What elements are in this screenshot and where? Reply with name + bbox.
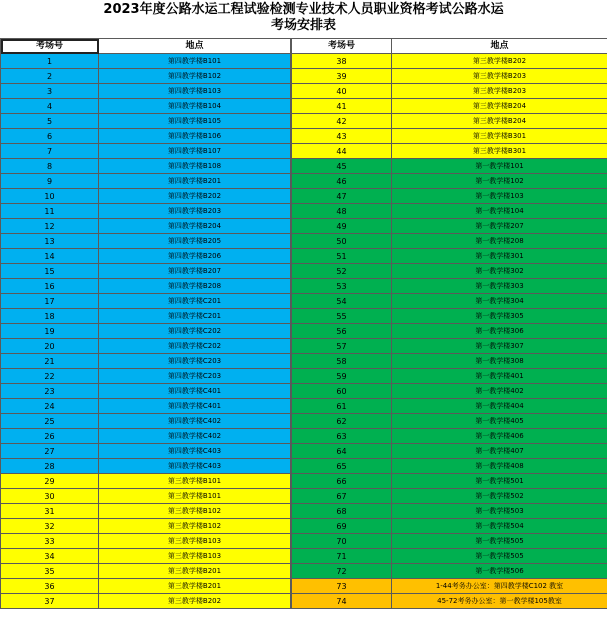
table-row — [1, 129, 291, 144]
room-number-cell[interactable]: 16 — [1, 279, 99, 294]
table-row — [1, 234, 291, 249]
location-cell[interactable]: 第一教学楼102 — [392, 174, 607, 189]
room-number-cell[interactable]: 4 — [1, 99, 99, 114]
location-cell[interactable]: 第一教学楼405 — [392, 414, 607, 429]
room-number-cell[interactable]: 68 — [292, 504, 392, 519]
room-number-cell[interactable]: 59 — [292, 369, 392, 384]
table-row — [1, 54, 291, 69]
room-number-cell[interactable]: 31 — [1, 504, 99, 519]
table-row — [1, 369, 291, 384]
location-cell[interactable]: 第四教学楼B106 — [99, 129, 291, 144]
location-cell[interactable]: 第一教学楼308 — [392, 354, 607, 369]
room-number-cell[interactable]: 44 — [292, 144, 392, 159]
location-cell[interactable]: 第四教学楼B104 — [99, 99, 291, 114]
table-row — [292, 114, 607, 129]
location-cell[interactable]: 第一教学楼506 — [392, 564, 607, 579]
location-cell[interactable]: 第一教学楼505 — [392, 549, 607, 564]
location-cell[interactable]: 第一教学楼104 — [392, 204, 607, 219]
table-row — [292, 249, 607, 264]
room-number-cell[interactable]: 46 — [292, 174, 392, 189]
location-cell[interactable]: 第四教学楼C201 — [99, 294, 291, 309]
room-number-cell[interactable]: 29 — [1, 474, 99, 489]
table-row — [1, 189, 291, 204]
location-cell[interactable]: 第四教学楼C201 — [99, 309, 291, 324]
room-number-cell[interactable]: 54 — [292, 294, 392, 309]
table-row — [292, 579, 607, 594]
table-row — [1, 174, 291, 189]
right-schedule-table — [291, 38, 607, 609]
header-room-cell[interactable]: 考场号 — [1, 39, 99, 54]
room-number-cell[interactable]: 38 — [292, 54, 392, 69]
table-row — [292, 279, 607, 294]
table-row — [292, 369, 607, 384]
room-number-cell[interactable]: 9 — [1, 174, 99, 189]
table-row — [1, 264, 291, 279]
location-cell[interactable]: 第一教学楼402 — [392, 384, 607, 399]
location-cell[interactable]: 第一教学楼307 — [392, 339, 607, 354]
location-cell[interactable]: 第一教学楼404 — [392, 399, 607, 414]
table-row — [292, 309, 607, 324]
table-row — [292, 129, 607, 144]
table-row — [1, 249, 291, 264]
room-number-cell[interactable]: 40 — [292, 84, 392, 99]
location-cell[interactable]: 第三教学楼B103 — [99, 549, 291, 564]
table-row — [292, 459, 607, 474]
table-row — [1, 564, 291, 579]
room-number-cell[interactable]: 25 — [1, 414, 99, 429]
location-cell[interactable]: 第三教学楼B301 — [392, 144, 607, 159]
table-row — [1, 204, 291, 219]
room-number-cell[interactable]: 17 — [1, 294, 99, 309]
table-row — [1, 309, 291, 324]
table-row — [292, 234, 607, 249]
table-row — [292, 324, 607, 339]
table-row — [1, 279, 291, 294]
location-cell[interactable]: 第三教学楼B101 — [99, 489, 291, 504]
table-row — [292, 219, 607, 234]
location-cell[interactable]: 第一教学楼101 — [392, 159, 607, 174]
header-row — [1, 39, 291, 54]
table-row — [1, 339, 291, 354]
location-cell[interactable]: 第四教学楼B101 — [99, 54, 291, 69]
location-cell[interactable]: 第四教学楼B108 — [99, 159, 291, 174]
location-cell[interactable]: 第四教学楼B105 — [99, 114, 291, 129]
room-number-cell[interactable]: 37 — [1, 594, 99, 609]
room-number-cell[interactable]: 49 — [292, 219, 392, 234]
location-cell[interactable]: 第四教学楼B103 — [99, 84, 291, 99]
table-row — [292, 564, 607, 579]
location-cell[interactable]: 第三教学楼B202 — [99, 594, 291, 609]
room-number-cell[interactable]: 41 — [292, 99, 392, 114]
room-number-cell[interactable]: 34 — [1, 549, 99, 564]
table-row — [1, 384, 291, 399]
room-number-cell[interactable]: 71 — [292, 549, 392, 564]
location-cell[interactable]: 第三教学楼B201 — [99, 564, 291, 579]
table-row — [292, 174, 607, 189]
location-cell[interactable]: 45-72考务办公室：第一教学楼105教室 — [392, 594, 607, 609]
location-cell[interactable]: 第三教学楼B102 — [99, 504, 291, 519]
room-number-cell[interactable]: 39 — [292, 69, 392, 84]
location-cell[interactable]: 第三教学楼B201 — [99, 579, 291, 594]
room-number-cell[interactable]: 22 — [1, 369, 99, 384]
right-table-body — [292, 54, 607, 609]
location-cell[interactable]: 第四教学楼C403 — [99, 444, 291, 459]
room-number-cell[interactable]: 2 — [1, 69, 99, 84]
room-number-cell[interactable]: 47 — [292, 189, 392, 204]
table-row — [292, 444, 607, 459]
table-row — [292, 384, 607, 399]
table-row — [1, 534, 291, 549]
location-cell[interactable]: 第一教学楼406 — [392, 429, 607, 444]
table-row — [1, 594, 291, 609]
table-row — [1, 444, 291, 459]
room-number-cell[interactable]: 33 — [1, 534, 99, 549]
table-row — [292, 189, 607, 204]
table-row — [1, 474, 291, 489]
table-row — [292, 429, 607, 444]
room-number-cell[interactable]: 62 — [292, 414, 392, 429]
room-number-cell[interactable]: 58 — [292, 354, 392, 369]
table-row — [1, 99, 291, 114]
table-row — [1, 69, 291, 84]
location-cell[interactable]: 第一教学楼207 — [392, 219, 607, 234]
location-cell[interactable]: 第一教学楼103 — [392, 189, 607, 204]
table-row — [292, 99, 607, 114]
location-cell[interactable]: 第一教学楼503 — [392, 504, 607, 519]
room-number-cell[interactable]: 60 — [292, 384, 392, 399]
room-number-cell[interactable]: 5 — [1, 114, 99, 129]
table-row — [292, 204, 607, 219]
room-number-cell[interactable]: 36 — [1, 579, 99, 594]
table-row — [292, 54, 607, 69]
table-row — [292, 294, 607, 309]
room-number-cell[interactable]: 64 — [292, 444, 392, 459]
location-cell[interactable]: 第三教学楼B101 — [99, 474, 291, 489]
left-table-body — [1, 54, 291, 609]
room-number-cell[interactable]: 74 — [292, 594, 392, 609]
room-number-cell[interactable]: 63 — [292, 429, 392, 444]
header-row — [292, 39, 607, 54]
room-number-cell[interactable]: 67 — [292, 489, 392, 504]
table-row — [1, 84, 291, 99]
location-cell[interactable]: 第四教学楼C401 — [99, 399, 291, 414]
table-row — [1, 414, 291, 429]
header-room-cell[interactable]: 考场号 — [292, 39, 392, 54]
room-number-cell[interactable]: 55 — [292, 309, 392, 324]
table-row — [292, 489, 607, 504]
room-number-cell[interactable]: 61 — [292, 399, 392, 414]
room-number-cell[interactable]: 1 — [1, 54, 99, 69]
room-number-cell[interactable]: 28 — [1, 459, 99, 474]
room-number-cell[interactable]: 32 — [1, 519, 99, 534]
location-cell[interactable]: 第四教学楼C401 — [99, 384, 291, 399]
room-number-cell[interactable]: 10 — [1, 189, 99, 204]
location-cell[interactable]: 第一教学楼407 — [392, 444, 607, 459]
location-cell[interactable]: 第一教学楼501 — [392, 474, 607, 489]
table-row — [1, 429, 291, 444]
room-number-cell[interactable]: 65 — [292, 459, 392, 474]
room-number-cell[interactable]: 66 — [292, 474, 392, 489]
table-row — [1, 489, 291, 504]
table-row — [292, 474, 607, 489]
table-row — [292, 594, 607, 609]
location-cell[interactable]: 1-44考务办公室：第四教学楼C102 教室 — [392, 579, 607, 594]
room-number-cell[interactable]: 27 — [1, 444, 99, 459]
table-row — [1, 219, 291, 234]
table-row — [1, 144, 291, 159]
table-row — [1, 519, 291, 534]
room-number-cell[interactable]: 18 — [1, 309, 99, 324]
room-number-cell[interactable]: 42 — [292, 114, 392, 129]
table-row — [292, 84, 607, 99]
table-row — [292, 159, 607, 174]
room-number-cell[interactable]: 45 — [292, 159, 392, 174]
location-cell[interactable]: 第四教学楼B205 — [99, 234, 291, 249]
location-cell[interactable]: 第一教学楼304 — [392, 294, 607, 309]
location-cell[interactable]: 第三教学楼B103 — [99, 534, 291, 549]
room-number-cell[interactable]: 51 — [292, 249, 392, 264]
room-number-cell[interactable]: 72 — [292, 564, 392, 579]
location-cell[interactable]: 第三教学楼B102 — [99, 519, 291, 534]
room-number-cell[interactable]: 26 — [1, 429, 99, 444]
location-cell[interactable]: 第四教学楼C203 — [99, 369, 291, 384]
location-cell[interactable]: 第一教学楼505 — [392, 534, 607, 549]
table-row — [1, 399, 291, 414]
room-number-cell[interactable]: 53 — [292, 279, 392, 294]
room-number-cell[interactable]: 15 — [1, 264, 99, 279]
table-row — [292, 69, 607, 84]
room-number-cell[interactable]: 52 — [292, 264, 392, 279]
room-number-cell[interactable]: 3 — [1, 84, 99, 99]
location-cell[interactable]: 第四教学楼B201 — [99, 174, 291, 189]
room-number-cell[interactable]: 11 — [1, 204, 99, 219]
room-number-cell[interactable]: 23 — [1, 384, 99, 399]
table-row — [1, 354, 291, 369]
location-cell[interactable]: 第一教学楼408 — [392, 459, 607, 474]
location-cell[interactable]: 第一教学楼502 — [392, 489, 607, 504]
table-row — [292, 144, 607, 159]
room-number-cell[interactable]: 20 — [1, 339, 99, 354]
room-number-cell[interactable]: 48 — [292, 204, 392, 219]
room-number-cell[interactable]: 56 — [292, 324, 392, 339]
room-number-cell[interactable]: 43 — [292, 129, 392, 144]
location-cell[interactable]: 第三教学楼B301 — [392, 129, 607, 144]
location-cell[interactable]: 第一教学楼302 — [392, 264, 607, 279]
room-number-cell[interactable]: 57 — [292, 339, 392, 354]
room-number-cell[interactable]: 14 — [1, 249, 99, 264]
table-row — [1, 579, 291, 594]
location-cell[interactable]: 第四教学楼B208 — [99, 279, 291, 294]
room-number-cell[interactable]: 8 — [1, 159, 99, 174]
room-number-cell[interactable]: 69 — [292, 519, 392, 534]
room-number-cell[interactable]: 7 — [1, 144, 99, 159]
table-row — [292, 534, 607, 549]
location-cell[interactable]: 第四教学楼B206 — [99, 249, 291, 264]
table-row — [292, 399, 607, 414]
room-number-cell[interactable]: 21 — [1, 354, 99, 369]
location-cell[interactable]: 第四教学楼C403 — [99, 459, 291, 474]
location-cell[interactable]: 第一教学楼504 — [392, 519, 607, 534]
table-row — [292, 414, 607, 429]
room-number-cell[interactable]: 70 — [292, 534, 392, 549]
room-number-cell[interactable]: 13 — [1, 234, 99, 249]
table-row — [292, 264, 607, 279]
room-number-cell[interactable]: 12 — [1, 219, 99, 234]
table-row — [1, 459, 291, 474]
table-row — [1, 159, 291, 174]
header-location-cell[interactable]: 地点 — [392, 39, 607, 54]
left-schedule-table — [0, 38, 291, 609]
location-cell[interactable]: 第一教学楼306 — [392, 324, 607, 339]
location-cell[interactable]: 第四教学楼B102 — [99, 69, 291, 84]
location-cell[interactable]: 第三教学楼B203 — [392, 84, 607, 99]
room-number-cell[interactable]: 24 — [1, 399, 99, 414]
table-row — [1, 114, 291, 129]
room-number-cell[interactable]: 73 — [292, 579, 392, 594]
table-row — [1, 504, 291, 519]
sheet-subtitle: 考场安排表 — [270, 18, 336, 33]
room-number-cell[interactable]: 6 — [1, 129, 99, 144]
location-cell[interactable]: 第四教学楼C202 — [99, 324, 291, 339]
location-cell[interactable]: 第四教学楼B204 — [99, 219, 291, 234]
header-location-cell[interactable]: 地点 — [99, 39, 291, 54]
location-cell[interactable]: 第四教学楼B202 — [99, 189, 291, 204]
table-row — [292, 504, 607, 519]
location-cell[interactable]: 第四教学楼C202 — [99, 339, 291, 354]
location-cell[interactable]: 第三教学楼B204 — [392, 99, 607, 114]
location-cell[interactable]: 第一教学楼303 — [392, 279, 607, 294]
location-cell[interactable]: 第四教学楼B107 — [99, 144, 291, 159]
location-cell[interactable]: 第三教学楼B202 — [392, 54, 607, 69]
location-cell[interactable]: 第四教学楼C203 — [99, 354, 291, 369]
table-row — [292, 354, 607, 369]
table-row — [1, 324, 291, 339]
location-cell[interactable]: 第一教学楼301 — [392, 249, 607, 264]
location-cell[interactable]: 第一教学楼401 — [392, 369, 607, 384]
table-row — [292, 339, 607, 354]
room-number-cell[interactable]: 35 — [1, 564, 99, 579]
table-row — [1, 294, 291, 309]
location-cell[interactable]: 第四教学楼C402 — [99, 414, 291, 429]
table-row — [292, 549, 607, 564]
location-cell[interactable]: 第四教学楼B207 — [99, 264, 291, 279]
location-cell[interactable]: 第一教学楼305 — [392, 309, 607, 324]
table-row — [1, 549, 291, 564]
room-number-cell[interactable]: 30 — [1, 489, 99, 504]
room-number-cell[interactable]: 19 — [1, 324, 99, 339]
location-cell[interactable]: 第三教学楼B204 — [392, 114, 607, 129]
room-number-cell[interactable]: 50 — [292, 234, 392, 249]
location-cell[interactable]: 第三教学楼B203 — [392, 69, 607, 84]
sheet-title: 2023年度公路水运工程试验检测专业技术人员职业资格考试公路水运 — [103, 2, 504, 17]
location-cell[interactable]: 第四教学楼B203 — [99, 204, 291, 219]
table-row — [292, 519, 607, 534]
location-cell[interactable]: 第一教学楼208 — [392, 234, 607, 249]
location-cell[interactable]: 第四教学楼C402 — [99, 429, 291, 444]
